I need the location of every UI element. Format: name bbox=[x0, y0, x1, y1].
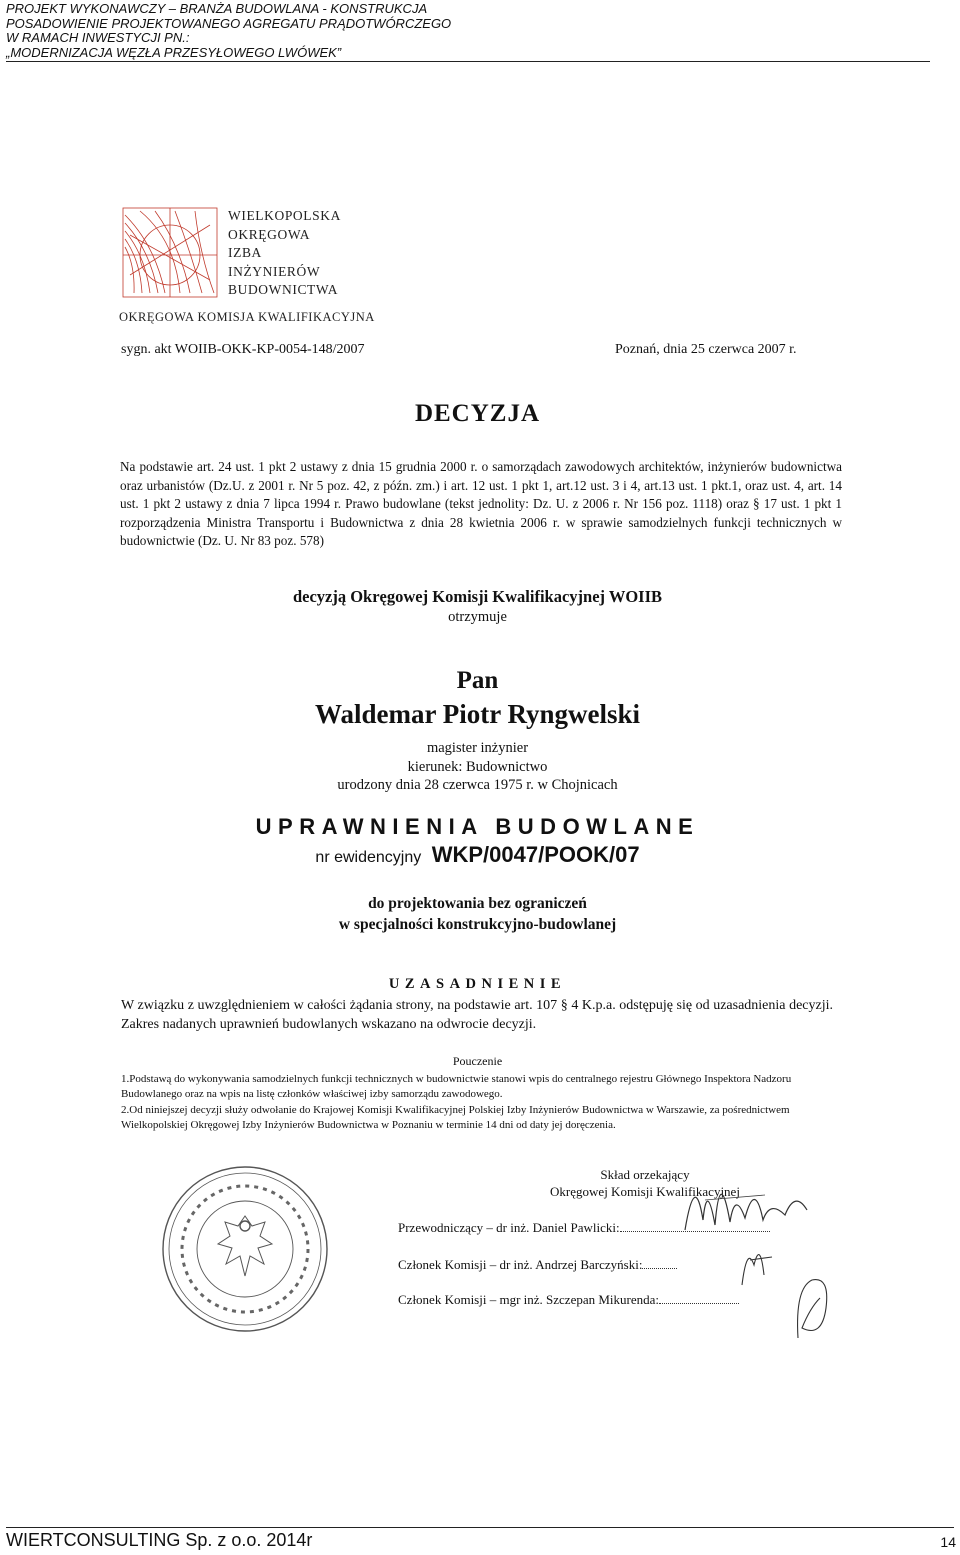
registration-number bbox=[5, 842, 950, 868]
page-header bbox=[6, 2, 930, 60]
field-of-study: kierunek: Budownictwo bbox=[407, 758, 548, 775]
header-line: POSADOWIENIE PROJEKTOWANEGO AGREGATU PRĄDOTWÓRCZEGO bbox=[6, 15, 452, 31]
registration-label: nr ewidencyjny bbox=[315, 849, 422, 866]
footer-company: WIERTCONSULTING Sp. z o.o. 2014r bbox=[6, 1530, 313, 1550]
org-line: IZBA bbox=[228, 245, 262, 260]
panel-member: Przewodniczący – dr inż. Daniel Pawlicki: bbox=[398, 1220, 770, 1236]
header-divider bbox=[6, 61, 930, 62]
birth-info: urodzony dnia 28 czerwca 1975 r. w Chojnicach bbox=[337, 777, 618, 793]
scope-line: w specjalności konstrukcyjno-budowlanej bbox=[338, 916, 617, 933]
degree: magister inżynier bbox=[426, 740, 529, 756]
registration-value: WKP/0047/POOK/07 bbox=[431, 842, 640, 867]
instruction-heading: Pouczenie bbox=[452, 1054, 503, 1068]
member-signature-icon bbox=[790, 1268, 835, 1343]
official-seal-icon bbox=[160, 1164, 330, 1334]
member-name: Członek Komisji – dr inż. Andrzej Barczyński bbox=[398, 1257, 639, 1272]
salutation: Pan bbox=[456, 667, 499, 694]
org-line: BUDOWNICTWA bbox=[228, 282, 339, 297]
justification-paragraph: W związku z uwzględnieniem w całości żądania strony, na podstawie art. 107 § 4 K.p.a. odstępuję się od uzasadnienia decyzji. Zakres nadanych uprawnień budowlanych wskazano na odwrocie decyzji. bbox=[121, 998, 833, 1032]
instruction-item: 2.Od niniejszej decyzji służy odwołanie do Krajowej Komisji Kwalifikacyjnej Polskiej Izby Inżynierów Budownictwa w Warszawie, za pośrednictwem Wielkopolskiej Okręgowej Izby Inżynierów Budownictwa w Poznaniu w terminie 14 dni od daty jej doręczenia. bbox=[121, 1103, 790, 1131]
recipient-name: Waldemar Piotr Ryngwelski bbox=[314, 699, 641, 729]
member-name: Przewodniczący – dr inż. Daniel Pawlicki bbox=[398, 1220, 617, 1235]
header-line: „MODERNIZACJA WĘZŁA PRZESYŁOWEGO LWÓWEK” bbox=[6, 44, 342, 60]
panel-member: Członek Komisji – dr inż. Andrzej Barczyński: bbox=[398, 1257, 677, 1273]
panel-line: Okręgowej Komisji Kwalifikacyjnej bbox=[550, 1184, 740, 1199]
decision-by: decyzją Okręgowej Komisji Kwalifikacyjnej WOIIB bbox=[292, 587, 663, 606]
place-and-date: Poznań, dnia 25 czerwca 2007 r. bbox=[615, 342, 797, 357]
footer-divider bbox=[6, 1527, 954, 1528]
recipient-details bbox=[5, 739, 950, 795]
document-title: DECYZJA bbox=[414, 400, 541, 427]
instruction-item: 1.Podstawą do wykonywania samodzielnych funkcji technicznych w budownictwie stanowi wpis do centralnego rejestru Głównego Inspektora Nadzoru Budowlanego oraz na wpis na listę członków właściwej izby samorządu zawodowego. bbox=[121, 1073, 792, 1101]
panel-line: Skład orzekający bbox=[600, 1167, 690, 1182]
header-line: PROJEKT WYKONAWCZY – BRANŻA BUDOWLANA - KONSTRUKCJA bbox=[6, 1, 428, 16]
scanned-decision-document bbox=[5, 120, 950, 1435]
permit-title: UPRAWNIENIA BUDOWLANE bbox=[255, 814, 700, 839]
reference-number: sygn. akt WOIIB-OKK-KP-0054-148/2007 bbox=[121, 342, 365, 357]
org-line: INŻYNIERÓW bbox=[228, 263, 321, 279]
page-number: 14 bbox=[940, 1534, 956, 1550]
panel-member: Członek Komisji – mgr inż. Szczepan Mikurenda: bbox=[398, 1292, 739, 1308]
org-line: OKRĘGOWA bbox=[228, 226, 311, 242]
org-line: WIELKOPOLSKA bbox=[228, 208, 341, 223]
instruction-text bbox=[121, 1072, 804, 1133]
receives-label: otrzymuje bbox=[448, 609, 507, 625]
scope-line: do projektowania bez ograniczeń bbox=[368, 895, 587, 912]
commission-name: OKRĘGOWA KOMISJA KWALIFIKACYJNA bbox=[119, 310, 375, 324]
header-line: W RAMACH INWESTYCJI PN.: bbox=[6, 30, 190, 45]
legal-basis-paragraph: Na podstawie art. 24 ust. 1 pkt 2 ustawy z dnia 15 grudnia 2000 r. o samorządach zawodowych architektów, inżynierów budownictwa oraz urbanistów (Dz.U. z 2001 r. Nr 5 poz. 42, z późn. zm.) i art. 12 ust. 1 pkt 1, art.12 ust. 3 i 4, art.13 ust. 1 pkt.1, oraz ust. 4, art. 14 ust. 1 pkt 2 ustawy z dnia 7 lipca 1994 r. Prawo budowlane (tekst jednolity: Dz. U. z 2006 r. Nr 156 poz. 1118) oraz § 17 ust. 1 pkt 1 rozporządzenia Ministra Transportu i Budownictwa z dnia 28 kwietnia 2006 r. w sprawie samodzielnych funkcji technicznych w budownictwie (Dz. U. Nr 83 poz. 578) bbox=[120, 459, 842, 549]
organization-name bbox=[228, 207, 341, 300]
member-signature-icon bbox=[732, 1235, 782, 1290]
chamber-logo-icon bbox=[120, 205, 220, 300]
permit-scope bbox=[5, 893, 950, 935]
chairman-signature-icon bbox=[675, 1160, 815, 1240]
justification-heading: UZASADNIENIE bbox=[388, 976, 567, 992]
member-name: Członek Komisji – mgr inż. Szczepan Mikurenda bbox=[398, 1292, 656, 1307]
